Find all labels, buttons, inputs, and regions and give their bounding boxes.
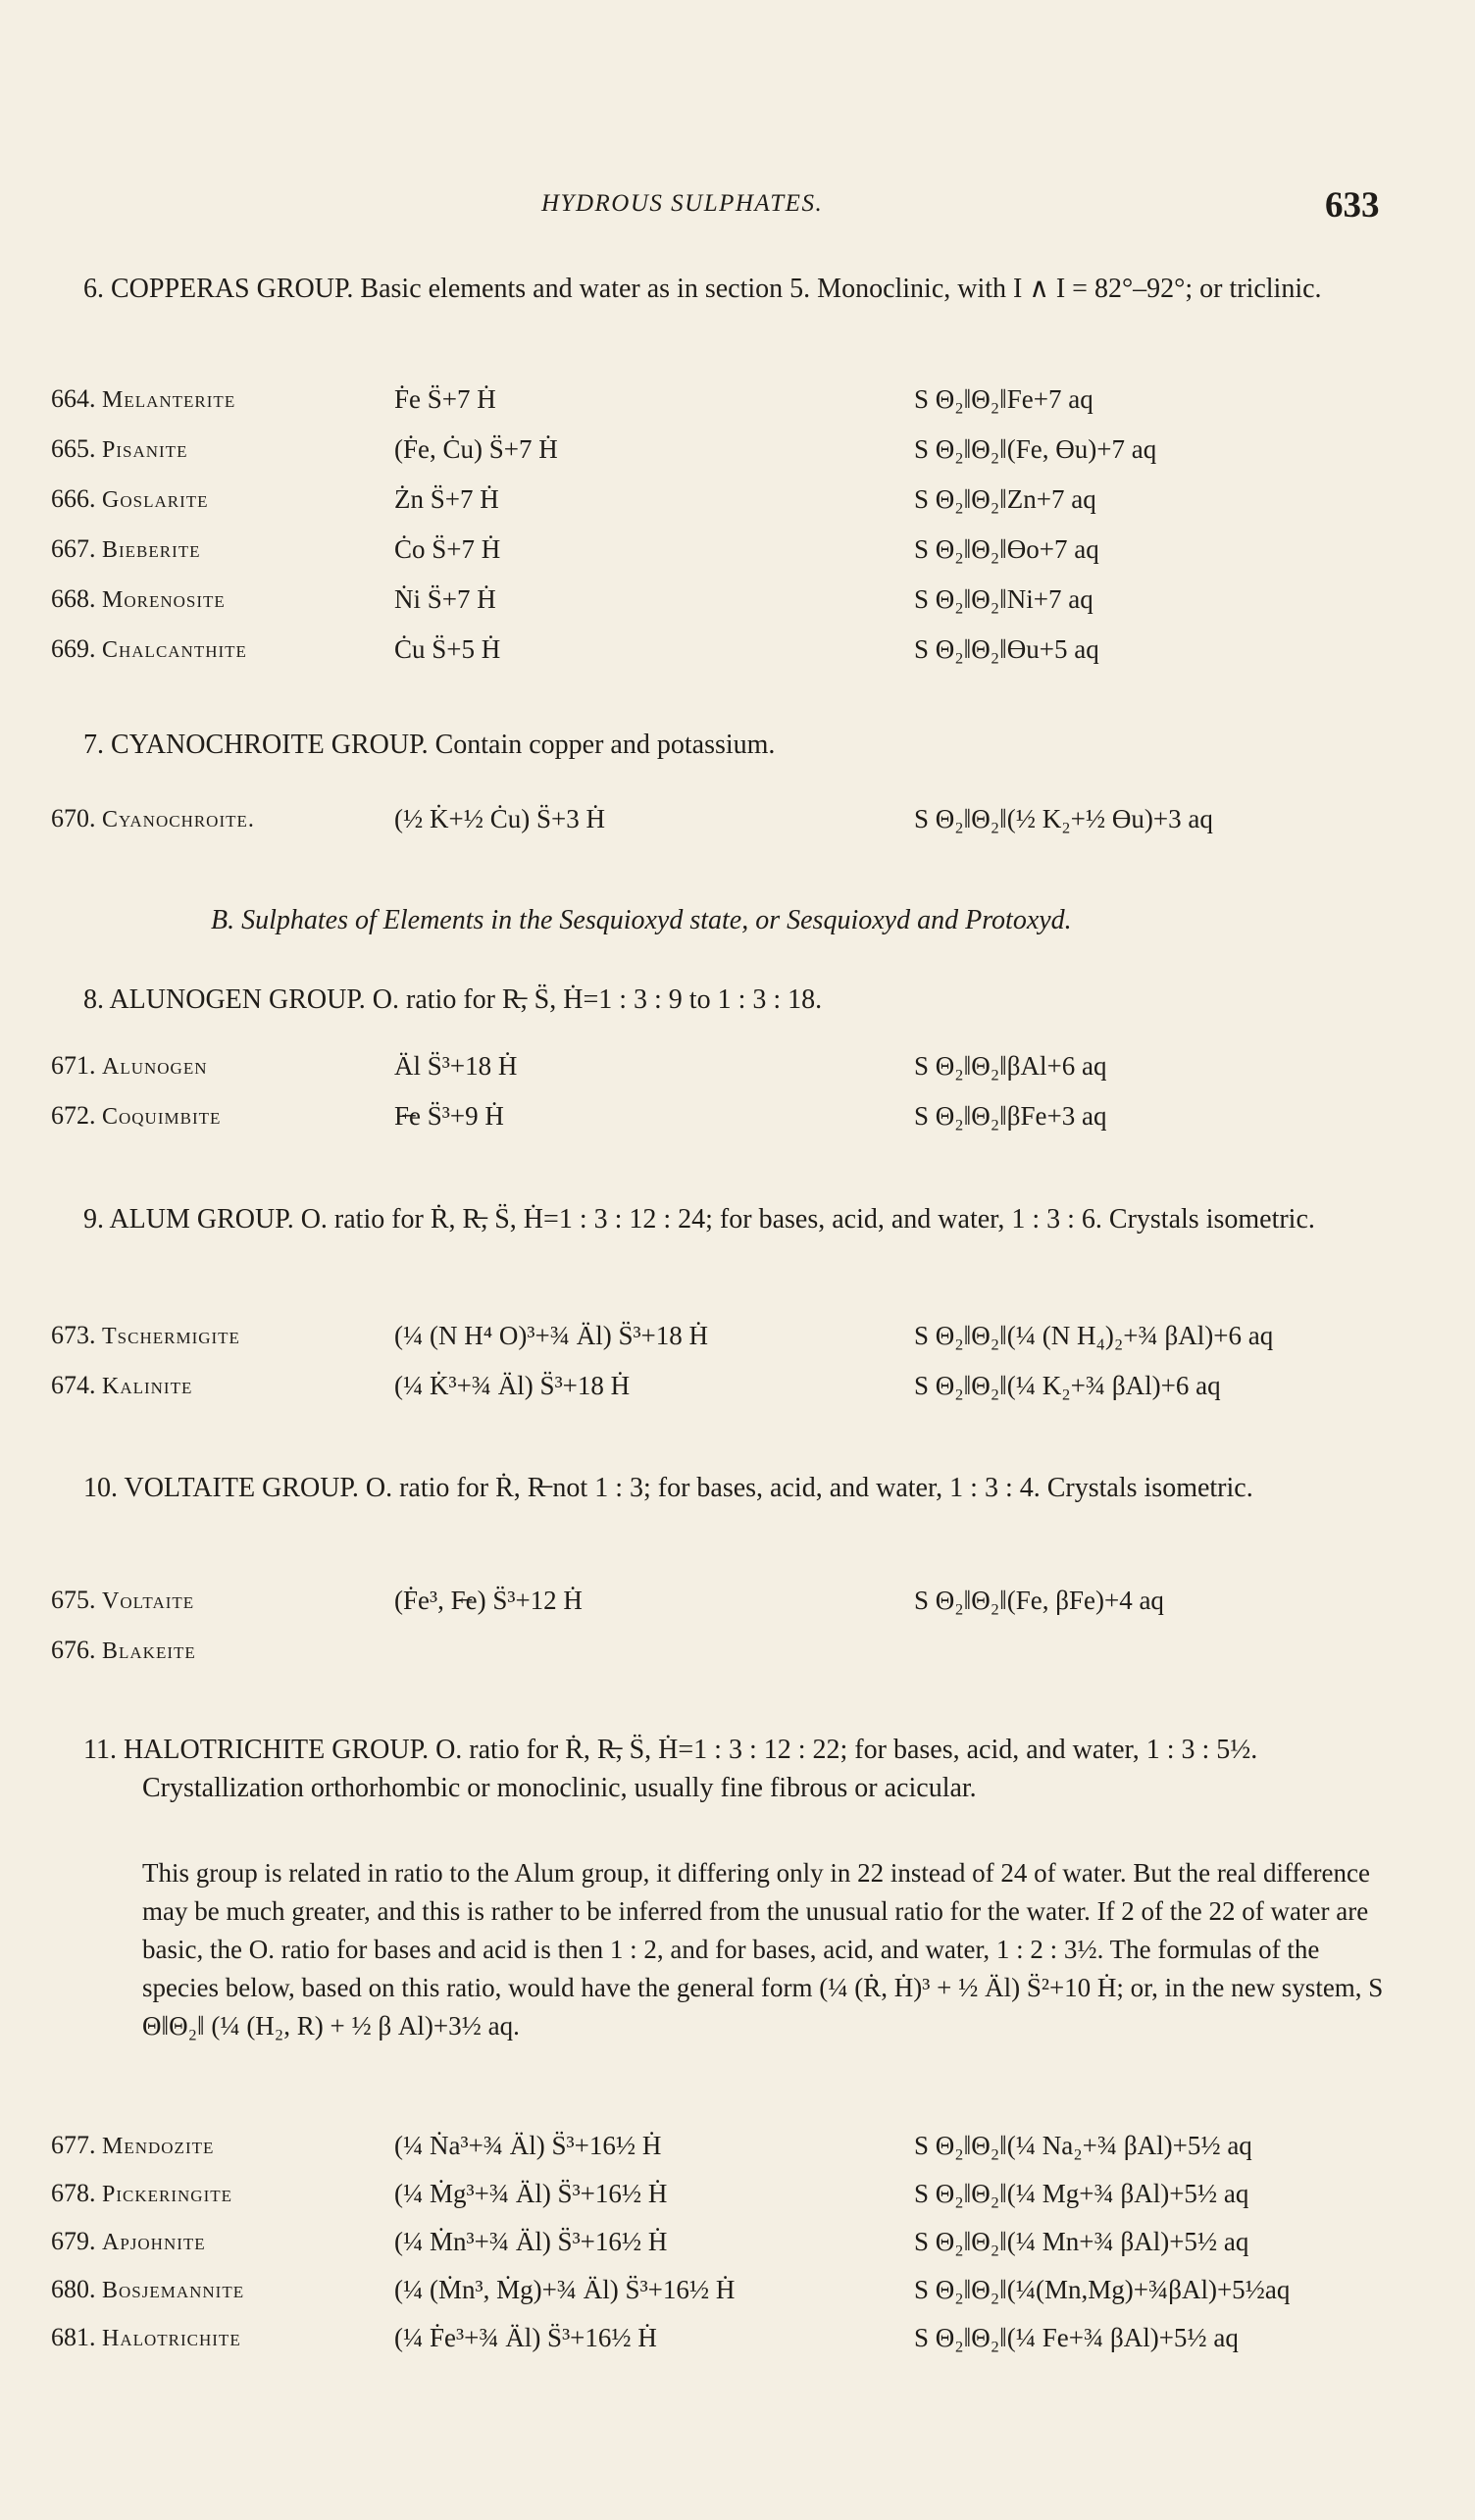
section-11-heading: 11. HALOTRICHITE GROUP. O. ratio for Ṙ, R̶, S̈, Ḣ=1 : 3 : 12 : 22; for bases, acid, and water, 1 : 3 : 5½. Crystallization orthorhombic or monoclinic, usually fine fibrous or acicular.	[83, 1735, 1258, 1803]
mineral-row: 678. Pickeringite (¼ Ṁg³+¾ Äl) S̈³+16½ Ḣ S Θ₂‖Θ₂‖(¼ Mg+¾ βAl)+5½ aq	[51, 2179, 1249, 2208]
mineral-row: 681. Halotrichite (¼ Ḟe³+¾ Äl) S̈³+16½ Ḣ S Θ₂‖Θ₂‖(¼ Fe+¾ βAl)+5½ aq	[51, 2323, 1239, 2352]
mineral-row: 664. Melanterite Ḟe S̈+7 Ḣ S Θ₂‖Θ₂‖Fe+7 aq	[51, 384, 1094, 414]
mineral-row: 680. Bosjemannite (¼ (Ṁn³, Ṁg)+¾ Äl) S̈³+16½ Ḣ S Θ₂‖Θ₂‖(¼(Mn,Mg)+¾βAl)+5½aq	[51, 2275, 1291, 2304]
mineral-row: 679. Apjohnite (¼ Ṁn³+¾ Äl) S̈³+16½ Ḣ S Θ₂‖Θ₂‖(¼ Mn+¾ βAl)+5½ aq	[51, 2227, 1249, 2256]
mineral-row: 672. Coquimbite F̶e S̈³+9 Ḣ S Θ₂‖Θ₂‖βFe+3 aq	[51, 1101, 1107, 1131]
section-9-heading: 9. ALUM GROUP. O. ratio for Ṙ, R̶, S̈, Ḣ=1 : 3 : 12 : 24; for bases, acid, and water, 1 : 3 : 6. Crystals isometric.	[83, 1204, 1315, 1235]
mineral-row: 671. Alunogen Äl S̈³+18 Ḣ S Θ₂‖Θ₂‖βAl+6 aq	[51, 1051, 1107, 1081]
section-7-heading: 7. CYANOCHROITE GROUP. Contain copper and potassium.	[83, 730, 776, 760]
section-11-body: This group is related in ratio to the Alum group, it differing only in 22 instead of 24 of water. But the real difference may be much greater, and this is rather to be inferred from the unusual ratio for the water. If 2 of the 22 of water are basic, the O. ratio for bases and acid is then 1 : 2, and for bases, acid, and water, 1 : 2 : 3½. The formulas of the species below, based on this ratio, would have the general form (¼ (Ṙ, Ḣ)³ + ½ Äl) S̈²+10 Ḣ; or, in the new system, S Θ‖Θ₂‖ (¼ (H₂, R) + ½ β Al)+3½ aq.	[142, 1858, 1384, 2041]
subsection-b-heading: B. Sulphates of Elements in the Sesquioxyd state, or Sesquioxyd and Protoxyd.	[211, 905, 1072, 935]
mineral-row: 675. Voltaite (Ḟe³, F̶e) S̈³+12 Ḣ S Θ₂‖Θ₂‖(Fe, βFe)+4 aq	[51, 1586, 1164, 1615]
mineral-row: 667. Bieberite Ċo S̈+7 Ḣ S Θ₂‖Θ₂‖Ɵo+7 aq	[51, 534, 1099, 564]
section-10-heading: 10. VOLTAITE GROUP. O. ratio for Ṙ, R̶ not 1 : 3; for bases, acid, and water, 1 : 3 : 4. Crystals isometric.	[83, 1473, 1253, 1503]
mineral-row: 666. Goslarite Żn S̈+7 Ḣ S Θ₂‖Θ₂‖Zn+7 aq	[51, 484, 1096, 514]
mineral-row: 676. Blakeite	[51, 1636, 196, 1664]
running-header	[0, 186, 1475, 226]
mineral-row: 665. Pisanite (Ḟe, Ċu) S̈+7 Ḣ S Θ₂‖Θ₂‖(Fe, Ɵu)+7 aq	[51, 434, 1157, 464]
mineral-row: 673. Tschermigite (¼ (N H⁴ O)³+¾ Äl) S̈³+18 Ḣ S Θ₂‖Θ₂‖(¼ (N H₄)₂+¾ βAl)+6 aq	[51, 1321, 1274, 1350]
running-title: HYDROUS SULPHATES.	[541, 190, 824, 217]
page-number: 633	[1325, 185, 1380, 226]
section-6-heading: 6. COPPERAS GROUP. Basic elements and water as in section 5. Monoclinic, with I ∧ I = 82°–92°; or triclinic.	[83, 274, 1322, 304]
mineral-row: 674. Kalinite (¼ K̇³+¾ Äl) S̈³+18 Ḣ S Θ₂‖Θ₂‖(¼ K₂+¾ βAl)+6 aq	[51, 1371, 1221, 1400]
mineral-row: 669. Chalcanthite Ċu S̈+5 Ḣ S Θ₂‖Θ₂‖Ɵu+5 aq	[51, 634, 1099, 664]
mineral-row: 670. Cyanochroite. (½ K̇+½ Ċu) S̈+3 Ḣ S Θ₂‖Θ₂‖(½ K₂+½ Ɵu)+3 aq	[51, 804, 1213, 833]
mineral-row: 677. Mendozite (¼ Ṅa³+¾ Äl) S̈³+16½ Ḣ S Θ₂‖Θ₂‖(¼ Na₂+¾ βAl)+5½ aq	[51, 2131, 1252, 2160]
section-8-heading: 8. ALUNOGEN GROUP. O. ratio for R̶, S̈, Ḣ=1 : 3 : 9 to 1 : 3 : 18.	[83, 984, 823, 1015]
mineral-row: 668. Morenosite Ṅi S̈+7 Ḣ S Θ₂‖Θ₂‖Ni+7 aq	[51, 584, 1094, 614]
